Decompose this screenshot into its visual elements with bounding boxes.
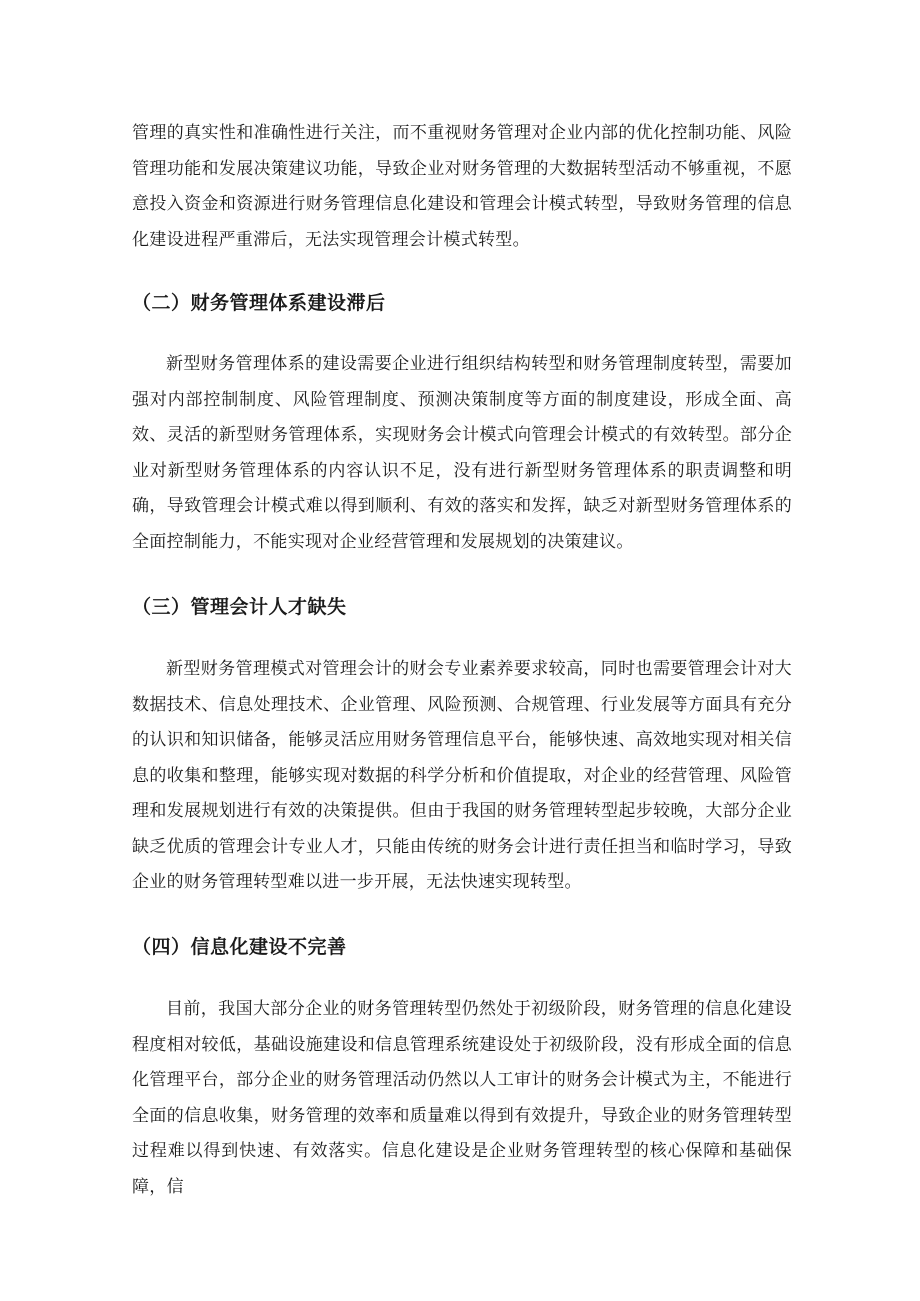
section-heading-4: （四）信息化建设不完善 (132, 936, 347, 958)
section-heading-3: （三）管理会计人才缺失 (132, 596, 347, 618)
paragraph-section-3: 新型财务管理模式对管理会计的财会专业素养要求较高，同时也需要管理会计对大数据技术、信息处理技术、企业管理、风险预测、合规管理、行业发展等方面具有充分的认识和知识储备，能够灵活应用财务管理信息平台，能够快速、高效地实现对相关信息的收集和整理，能够实现对数据的科学分析和价值提取，对企业的经营管理、风险管理和发展规划进行有效的决策提供。但由于我国的财务管理转型起步较晚，大部分企业缺乏优质的管理会计专业人才，只能由传统的财务会计进行责任担当和临时学习，导致企业的财务管理转型难以进一步开展，无法快速实现转型。 (132, 659, 792, 892)
paragraph-intro-continued: 管理的真实性和准确性进行关注，而不重视财务管理对企业内部的优化控制功能、风险管理功能和发展决策建议功能，导致企业对财务管理的大数据转型活动不够重视，不愿意投入资金和资源进行财务管理信息化建设和管理会计模式转型，导致财务管理的信息化建设进程严重滞后，无法实现管理会计模式转型。 (132, 123, 792, 250)
section-heading-2: （二）财务管理体系建设滞后 (132, 292, 386, 314)
paragraph-section-2: 新型财务管理体系的建设需要企业进行组织结构转型和财务管理制度转型，需要加强对内部控制制度、风险管理制度、预测决策制度等方面的制度建设，形成全面、高效、灵活的新型财务管理体系，实现财务会计模式向管理会计模式的有效转型。部分企业对新型财务管理体系的内容认识不足，没有进行新型财务管理体系的职责调整和明确，导致管理会计模式难以得到顺利、有效的落实和发挥，缺乏对新型财务管理体系的全面控制能力，不能实现对企业经营管理和发展规划的决策建议。 (132, 354, 792, 552)
paragraph-section-4: 目前，我国大部分企业的财务管理转型仍然处于初级阶段，财务管理的信息化建设程度相对较低，基础设施建设和信息管理系统建设处于初级阶段，没有形成全面的信息化管理平台，部分企业的财务管理活动仍然以人工审计的财务会计模式为主，不能进行全面的信息收集，财务管理的效率和质量难以得到有效提升，导致企业的财务管理转型过程难以得到快速、有效落实。信息化建设是企业财务管理转型的核心保障和基础保障，信 (132, 999, 792, 1197)
